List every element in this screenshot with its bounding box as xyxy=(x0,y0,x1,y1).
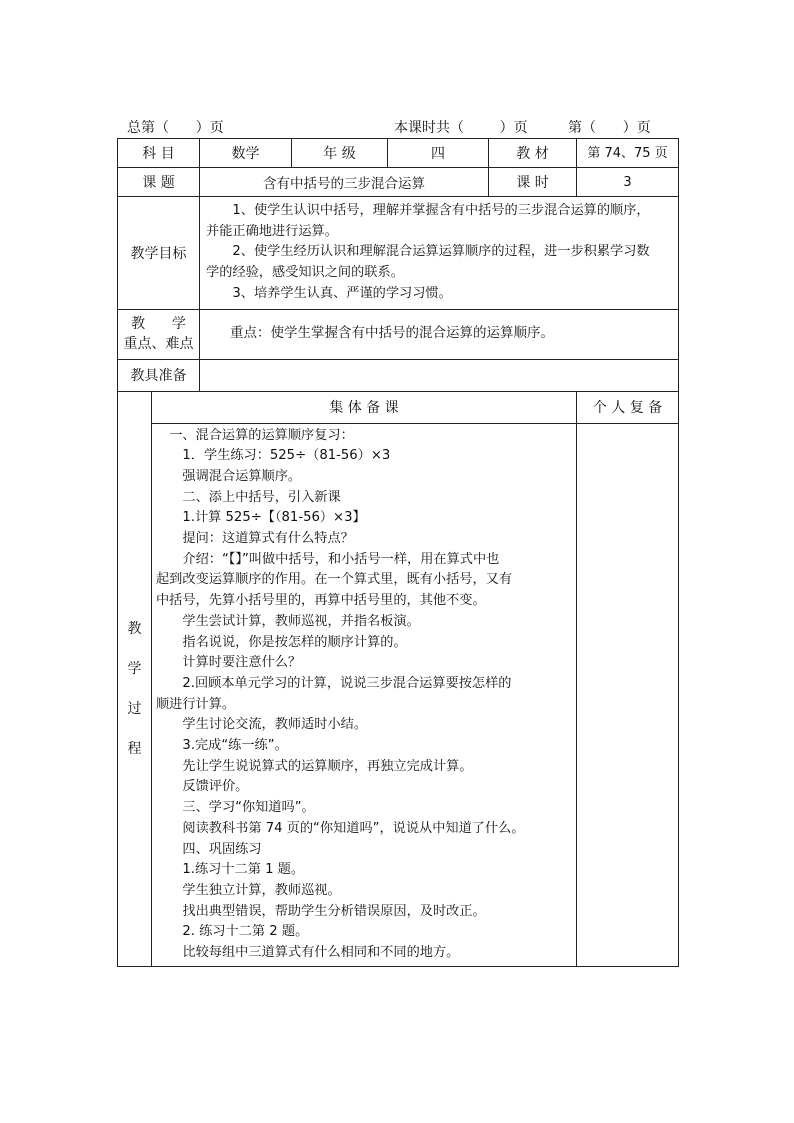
grade-label: 年 级 xyxy=(292,139,388,168)
process-line: 2. 练习十二第 2 题。 xyxy=(182,924,309,940)
process-line: 中括号，先算小括号里的，再算中括号里的，其他不变。 xyxy=(156,593,486,609)
grade-value: 四 xyxy=(388,139,489,168)
page-number-label: 第（ ）页 xyxy=(568,120,651,136)
process-line: 2.回顾本单元学习的计算，说说三步混合运算要按怎样的 xyxy=(182,675,512,691)
period-value: 3 xyxy=(577,168,679,197)
keypoints-row xyxy=(118,309,679,359)
subject-label: 科 目 xyxy=(118,139,200,168)
process-line: 阅读教科书第 74 页的“你知道吗”，说说从中知道了什么。 xyxy=(182,820,525,836)
process-line: 3.完成“练一练”。 xyxy=(182,738,288,754)
textbook-pages-value: 第 74、75 页 xyxy=(577,139,679,168)
side-char: 教 xyxy=(127,620,142,637)
personal-prep-header: 个 人 复 备 xyxy=(577,391,679,423)
process-content-row xyxy=(118,423,679,966)
goal-line: 学的经验，感受知识之间的联系。 xyxy=(206,265,404,281)
process-line: 一、混合运算的运算顺序复习： xyxy=(169,427,354,443)
process-side-label xyxy=(118,391,152,966)
process-line: 1.练习十二第 1 题。 xyxy=(182,862,305,878)
process-line: 二、添上中括号，引入新课 xyxy=(182,489,341,505)
goals-content xyxy=(200,197,679,310)
side-char: 学 xyxy=(127,660,142,677)
keypoints-label xyxy=(118,309,200,359)
keypoints-label-line1: 教 学 xyxy=(131,316,186,333)
goals-label: 教学目标 xyxy=(118,197,200,310)
process-line: 找出典型错误，帮助学生分析错误原因，及时改正。 xyxy=(182,903,486,919)
process-line: 介绍：“【】”叫做中括号，和小括号一样，用在算式中也 xyxy=(182,551,500,567)
process-line: 三、学习“你知道吗”。 xyxy=(182,800,315,816)
process-line: 比较每组中三道算式有什么相同和不同的地方。 xyxy=(182,945,460,961)
process-line: 强调混合运算顺序。 xyxy=(182,468,302,484)
period-label: 课 时 xyxy=(489,168,577,197)
lesson-plan-table xyxy=(117,138,679,967)
process-line: 学生尝试计算，教师巡视，并指名板演。 xyxy=(182,613,420,629)
goal-line: 1、使学生认识中括号，理解并掌握含有中括号的三步混合运算的顺序， xyxy=(232,203,650,218)
process-line: 指名说说，你是按怎样的顺序计算的。 xyxy=(182,634,407,650)
group-prep-header: 集 体 备 课 xyxy=(152,391,577,423)
textbook-label: 教 材 xyxy=(489,139,577,168)
process-line: 计算时要注意什么？ xyxy=(182,655,302,671)
process-content xyxy=(152,423,577,966)
process-line: 顺进行计算。 xyxy=(156,696,236,712)
keypoints-label-line2: 重点、难点 xyxy=(123,336,194,353)
info-row-topic xyxy=(118,168,679,197)
process-line: 1.计算 525÷【（81-56）×3】 xyxy=(182,510,366,526)
process-line: 先让学生说说算式的运算顺序，再独立完成计算。 xyxy=(182,758,473,774)
process-line: 1．学生练习：525÷（81-56）×3 xyxy=(182,448,391,464)
tools-label: 教具准备 xyxy=(118,359,200,391)
process-line: 提问：这道算式有什么特点？ xyxy=(182,531,354,547)
process-line: 四、巩固练习 xyxy=(182,841,262,857)
process-line: 起到改变运算顺序的作用。在一个算式里，既有小括号，又有 xyxy=(156,572,513,588)
goal-line: 2、使学生经历认识和理解混合运算运算顺序的过程，进一步积累学习数 xyxy=(232,244,650,260)
side-char: 程 xyxy=(127,740,142,757)
lesson-page-count-label: 本课时共（ ）页 xyxy=(394,120,528,136)
process-header-row xyxy=(118,391,679,423)
side-char: 过 xyxy=(127,700,142,717)
process-line: 学生讨论交流，教师适时小结。 xyxy=(182,717,368,733)
tools-value xyxy=(200,359,679,391)
tools-row xyxy=(118,359,679,391)
goals-row xyxy=(118,197,679,310)
topic-label: 课 题 xyxy=(118,168,200,197)
total-page-label: 总第（ ）页 xyxy=(127,120,224,136)
goal-line: 3、培养学生认真、严谨的学习习惯。 xyxy=(232,285,452,301)
topic-value: 含有中括号的三步混合运算 xyxy=(200,168,489,197)
personal-prep-content xyxy=(577,423,679,966)
goal-line: 并能正确地进行运算。 xyxy=(206,223,338,239)
info-row-subject xyxy=(118,139,679,168)
keypoints-value: 重点：使学生掌握含有中括号的混合运算的运算顺序。 xyxy=(200,309,679,359)
process-line: 反馈评价。 xyxy=(182,779,249,795)
subject-value: 数学 xyxy=(200,139,292,168)
process-line: 学生独立计算，教师巡视。 xyxy=(182,882,341,898)
